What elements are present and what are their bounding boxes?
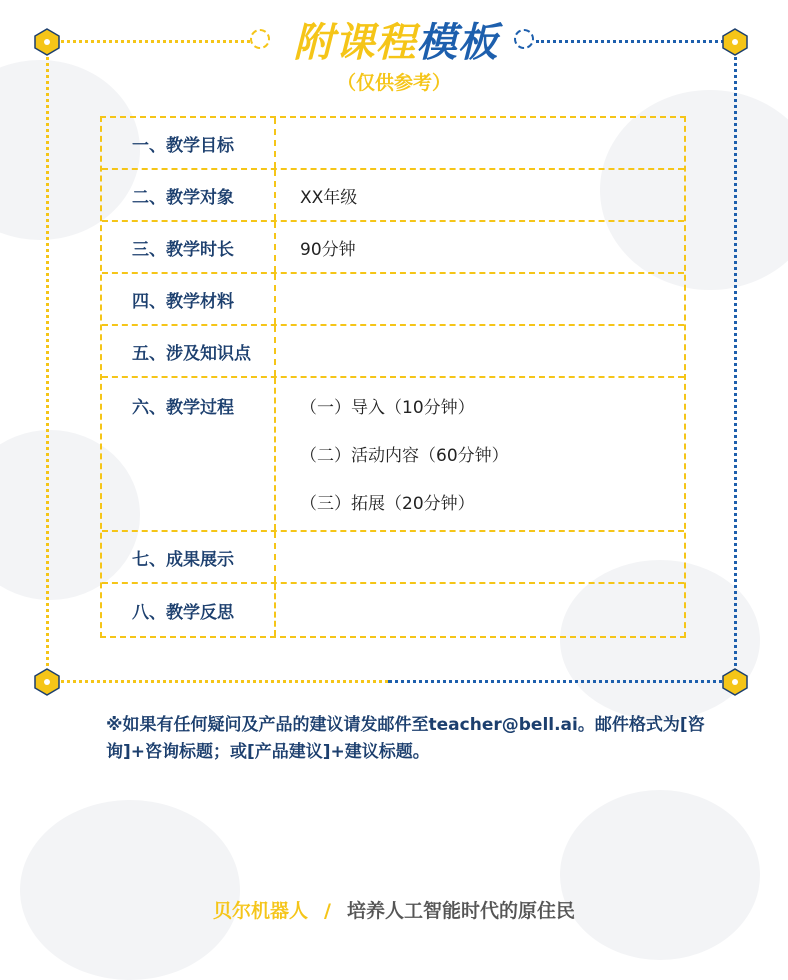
row-value xyxy=(276,378,684,530)
hex-nut-icon xyxy=(32,27,62,57)
table-row xyxy=(102,220,684,272)
brand-slogan: 培养人工智能时代的原住民 xyxy=(346,900,575,922)
footer xyxy=(0,896,788,923)
row-label: 三、教学时长 xyxy=(102,222,276,272)
process-step: （二）活动内容（60分钟） xyxy=(300,446,509,466)
page-title xyxy=(278,14,514,64)
row-value xyxy=(276,326,684,376)
row-value xyxy=(276,532,684,582)
hex-nut-icon xyxy=(720,27,750,57)
row-label: 六、教学过程 xyxy=(102,378,276,530)
title-part-1: 附课程 xyxy=(293,19,417,66)
table-row xyxy=(102,168,684,220)
row-label: 七、成果展示 xyxy=(102,532,276,582)
page-subtitle: （仅供参考） xyxy=(336,72,451,94)
frame-ring-left xyxy=(250,29,270,49)
footer-separator: / xyxy=(324,900,331,922)
row-label: 四、教学材料 xyxy=(102,274,276,324)
table-row xyxy=(102,272,684,324)
title-part-2: 模板 xyxy=(416,19,499,66)
row-label: 五、涉及知识点 xyxy=(102,326,276,376)
table-row xyxy=(102,582,684,636)
frame-bottom-left-line xyxy=(48,680,388,683)
row-value xyxy=(276,274,684,324)
process-step: （一）导入（10分钟） xyxy=(300,398,475,418)
process-step: （三）拓展（20分钟） xyxy=(300,494,475,514)
table-row xyxy=(102,530,684,582)
brand-name: 贝尔机器人 xyxy=(213,900,309,922)
table-row xyxy=(102,118,684,168)
row-value: XX年级 xyxy=(300,187,358,208)
frame-bottom-right-line xyxy=(388,680,736,683)
row-value xyxy=(276,118,684,168)
table-row xyxy=(102,376,684,530)
background-blob xyxy=(560,790,760,960)
row-label: 二、教学对象 xyxy=(102,170,276,220)
contact-note: ※如果有任何疑问及产品的建议请发邮件至teacher@bell.ai。邮件格式为[咨询]+咨询标题；或[产品建议]+建议标题。 xyxy=(106,715,705,762)
frame-top-left-line xyxy=(48,40,250,43)
table-row xyxy=(102,324,684,376)
course-template-table xyxy=(100,116,686,638)
row-label: 一、教学目标 xyxy=(102,118,276,168)
frame-ring-right xyxy=(514,29,534,49)
frame-right-line xyxy=(734,44,737,680)
frame-left-line xyxy=(46,44,49,680)
row-value: 90分钟 xyxy=(300,239,356,260)
frame-top-right-line xyxy=(536,40,736,43)
background-blob xyxy=(20,800,240,980)
row-label: 八、教学反思 xyxy=(102,584,276,636)
hex-nut-icon xyxy=(720,667,750,697)
hex-nut-icon xyxy=(32,667,62,697)
row-value xyxy=(276,584,684,636)
